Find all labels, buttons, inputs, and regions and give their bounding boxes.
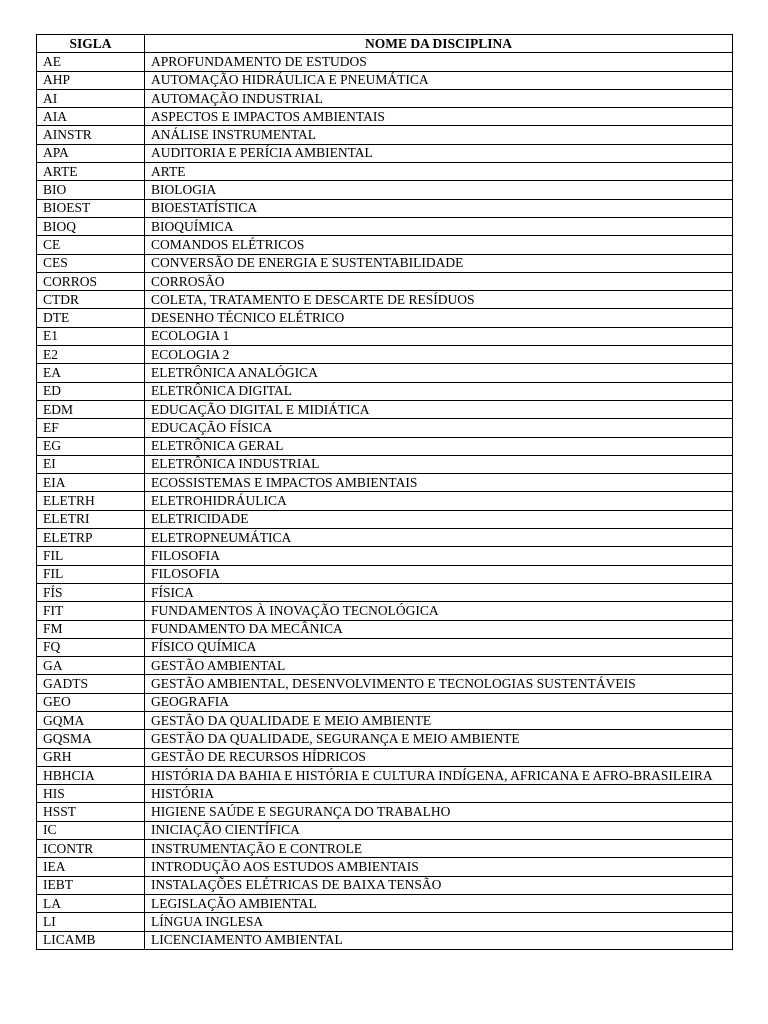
cell-nome-disciplina: COMANDOS ELÉTRICOS — [145, 236, 733, 254]
cell-sigla: FIT — [37, 602, 145, 620]
table-row — [37, 510, 733, 528]
cell-sigla: FÍS — [37, 583, 145, 601]
cell-nome-disciplina: GESTÃO AMBIENTAL — [145, 657, 733, 675]
cell-nome-disciplina: CORROSÃO — [145, 272, 733, 290]
cell-sigla: GA — [37, 657, 145, 675]
table-row — [37, 931, 733, 949]
header-nome-disciplina: NOME DA DISCIPLINA — [145, 35, 733, 53]
cell-sigla: ARTE — [37, 163, 145, 181]
cell-nome-disciplina: GESTÃO DE RECURSOS HÍDRICOS — [145, 748, 733, 766]
table-row — [37, 803, 733, 821]
table-row — [37, 437, 733, 455]
cell-nome-disciplina: BIOLOGIA — [145, 181, 733, 199]
cell-sigla: E1 — [37, 327, 145, 345]
cell-sigla: BIOQ — [37, 217, 145, 235]
cell-nome-disciplina: FÍSICO QUÍMICA — [145, 638, 733, 656]
cell-sigla: BIOEST — [37, 199, 145, 217]
table-row — [37, 693, 733, 711]
cell-sigla: FM — [37, 620, 145, 638]
cell-nome-disciplina: EDUCAÇÃO DIGITAL E MIDIÁTICA — [145, 400, 733, 418]
cell-sigla: LI — [37, 913, 145, 931]
table-row — [37, 821, 733, 839]
cell-sigla: EIA — [37, 474, 145, 492]
cell-nome-disciplina: FILOSOFIA — [145, 547, 733, 565]
table-row — [37, 163, 733, 181]
cell-nome-disciplina: ELETRÔNICA GERAL — [145, 437, 733, 455]
table-row — [37, 675, 733, 693]
table-row — [37, 785, 733, 803]
cell-sigla: EI — [37, 455, 145, 473]
table-row — [37, 71, 733, 89]
cell-sigla: EDM — [37, 400, 145, 418]
cell-nome-disciplina: FUNDAMENTOS À INOVAÇÃO TECNOLÓGICA — [145, 602, 733, 620]
table-row — [37, 547, 733, 565]
cell-sigla: AHP — [37, 71, 145, 89]
cell-nome-disciplina: INTRODUÇÃO AOS ESTUDOS AMBIENTAIS — [145, 858, 733, 876]
cell-sigla: BIO — [37, 181, 145, 199]
cell-nome-disciplina: ARTE — [145, 163, 733, 181]
cell-sigla: HSST — [37, 803, 145, 821]
table-row — [37, 108, 733, 126]
table-row — [37, 638, 733, 656]
cell-sigla: EA — [37, 364, 145, 382]
cell-nome-disciplina: ELETRICIDADE — [145, 510, 733, 528]
cell-sigla: AIA — [37, 108, 145, 126]
table-row — [37, 309, 733, 327]
table-row — [37, 272, 733, 290]
table-row — [37, 181, 733, 199]
cell-nome-disciplina: INSTRUMENTAÇÃO E CONTROLE — [145, 840, 733, 858]
table-header-row — [37, 35, 733, 53]
cell-sigla: EF — [37, 419, 145, 437]
cell-nome-disciplina: HIGIENE SAÚDE E SEGURANÇA DO TRABALHO — [145, 803, 733, 821]
cell-nome-disciplina: ECOLOGIA 2 — [145, 346, 733, 364]
cell-nome-disciplina: GEOGRAFIA — [145, 693, 733, 711]
cell-sigla: E2 — [37, 346, 145, 364]
cell-nome-disciplina: ASPECTOS E IMPACTOS AMBIENTAIS — [145, 108, 733, 126]
cell-sigla: CES — [37, 254, 145, 272]
cell-nome-disciplina: APROFUNDAMENTO DE ESTUDOS — [145, 53, 733, 71]
cell-sigla: ICONTR — [37, 840, 145, 858]
cell-sigla: CTDR — [37, 291, 145, 309]
cell-sigla: GQSMA — [37, 730, 145, 748]
cell-nome-disciplina: LEGISLAÇÃO AMBIENTAL — [145, 894, 733, 912]
cell-sigla: GADTS — [37, 675, 145, 693]
table-row — [37, 620, 733, 638]
cell-sigla: FIL — [37, 547, 145, 565]
cell-sigla: IC — [37, 821, 145, 839]
cell-nome-disciplina: DESENHO TÉCNICO ELÉTRICO — [145, 309, 733, 327]
cell-nome-disciplina: ELETROHIDRÁULICA — [145, 492, 733, 510]
cell-nome-disciplina: LÍNGUA INGLESA — [145, 913, 733, 931]
cell-nome-disciplina: LICENCIAMENTO AMBIENTAL — [145, 931, 733, 949]
cell-sigla: CE — [37, 236, 145, 254]
cell-sigla: GEO — [37, 693, 145, 711]
table-row — [37, 748, 733, 766]
cell-nome-disciplina: ECOSSISTEMAS E IMPACTOS AMBIENTAIS — [145, 474, 733, 492]
table-row — [37, 583, 733, 601]
cell-sigla: AI — [37, 89, 145, 107]
cell-nome-disciplina: INSTALAÇÕES ELÉTRICAS DE BAIXA TENSÃO — [145, 876, 733, 894]
cell-nome-disciplina: HISTÓRIA DA BAHIA E HISTÓRIA E CULTURA INDÍGENA, AFRICANA E AFRO-BRASILEIRA — [145, 766, 733, 784]
table-row — [37, 382, 733, 400]
cell-sigla: APA — [37, 144, 145, 162]
table-row — [37, 492, 733, 510]
cell-nome-disciplina: COLETA, TRATAMENTO E DESCARTE DE RESÍDUOS — [145, 291, 733, 309]
cell-nome-disciplina: GESTÃO DA QUALIDADE E MEIO AMBIENTE — [145, 711, 733, 729]
cell-sigla: AINSTR — [37, 126, 145, 144]
table-row — [37, 217, 733, 235]
header-sigla: SIGLA — [37, 35, 145, 53]
table-row — [37, 89, 733, 107]
cell-nome-disciplina: ELETROPNEUMÁTICA — [145, 529, 733, 547]
cell-nome-disciplina: ELETRÔNICA ANALÓGICA — [145, 364, 733, 382]
table-row — [37, 565, 733, 583]
table-row — [37, 419, 733, 437]
cell-sigla: EG — [37, 437, 145, 455]
cell-nome-disciplina: CONVERSÃO DE ENERGIA E SUSTENTABILIDADE — [145, 254, 733, 272]
cell-nome-disciplina: EDUCAÇÃO FÍSICA — [145, 419, 733, 437]
cell-sigla: IEA — [37, 858, 145, 876]
cell-sigla: CORROS — [37, 272, 145, 290]
cell-sigla: ELETRI — [37, 510, 145, 528]
cell-sigla: FIL — [37, 565, 145, 583]
cell-sigla: ELETRP — [37, 529, 145, 547]
table-row — [37, 236, 733, 254]
table-row — [37, 144, 733, 162]
table-row — [37, 711, 733, 729]
cell-sigla: LA — [37, 894, 145, 912]
cell-nome-disciplina: GESTÃO DA QUALIDADE, SEGURANÇA E MEIO AMBIENTE — [145, 730, 733, 748]
cell-nome-disciplina: FUNDAMENTO DA MECÂNICA — [145, 620, 733, 638]
table-row — [37, 858, 733, 876]
document-page — [36, 34, 732, 950]
table-row — [37, 455, 733, 473]
table-row — [37, 766, 733, 784]
cell-nome-disciplina: ANÁLISE INSTRUMENTAL — [145, 126, 733, 144]
cell-sigla: HBHCIA — [37, 766, 145, 784]
cell-nome-disciplina: ECOLOGIA 1 — [145, 327, 733, 345]
cell-nome-disciplina: BIOQUÍMICA — [145, 217, 733, 235]
table-row — [37, 529, 733, 547]
disciplines-table — [36, 34, 733, 950]
table-row — [37, 364, 733, 382]
cell-nome-disciplina: FÍSICA — [145, 583, 733, 601]
cell-sigla: LICAMB — [37, 931, 145, 949]
table-row — [37, 327, 733, 345]
table-row — [37, 474, 733, 492]
cell-nome-disciplina: ELETRÔNICA DIGITAL — [145, 382, 733, 400]
table-row — [37, 894, 733, 912]
cell-nome-disciplina: AUTOMAÇÃO INDUSTRIAL — [145, 89, 733, 107]
cell-sigla: HIS — [37, 785, 145, 803]
table-row — [37, 254, 733, 272]
table-row — [37, 913, 733, 931]
cell-sigla: DTE — [37, 309, 145, 327]
cell-nome-disciplina: ELETRÔNICA INDUSTRIAL — [145, 455, 733, 473]
table-row — [37, 199, 733, 217]
cell-sigla: ELETRH — [37, 492, 145, 510]
table-row — [37, 876, 733, 894]
cell-nome-disciplina: GESTÃO AMBIENTAL, DESENVOLVIMENTO E TECNOLOGIAS SUSTENTÁVEIS — [145, 675, 733, 693]
table-row — [37, 657, 733, 675]
cell-nome-disciplina: INICIAÇÃO CIENTÍFICA — [145, 821, 733, 839]
table-row — [37, 840, 733, 858]
cell-sigla: AE — [37, 53, 145, 71]
cell-nome-disciplina: HISTÓRIA — [145, 785, 733, 803]
table-row — [37, 346, 733, 364]
table-body — [37, 53, 733, 950]
cell-sigla: IEBT — [37, 876, 145, 894]
cell-sigla: GRH — [37, 748, 145, 766]
table-row — [37, 602, 733, 620]
table-row — [37, 730, 733, 748]
cell-nome-disciplina: AUTOMAÇÃO HIDRÁULICA E PNEUMÁTICA — [145, 71, 733, 89]
cell-nome-disciplina: AUDITORIA E PERÍCIA AMBIENTAL — [145, 144, 733, 162]
table-row — [37, 291, 733, 309]
cell-nome-disciplina: FILOSOFIA — [145, 565, 733, 583]
cell-nome-disciplina: BIOESTATÍSTICA — [145, 199, 733, 217]
table-row — [37, 53, 733, 71]
table-row — [37, 400, 733, 418]
cell-sigla: FQ — [37, 638, 145, 656]
table-row — [37, 126, 733, 144]
cell-sigla: ED — [37, 382, 145, 400]
cell-sigla: GQMA — [37, 711, 145, 729]
